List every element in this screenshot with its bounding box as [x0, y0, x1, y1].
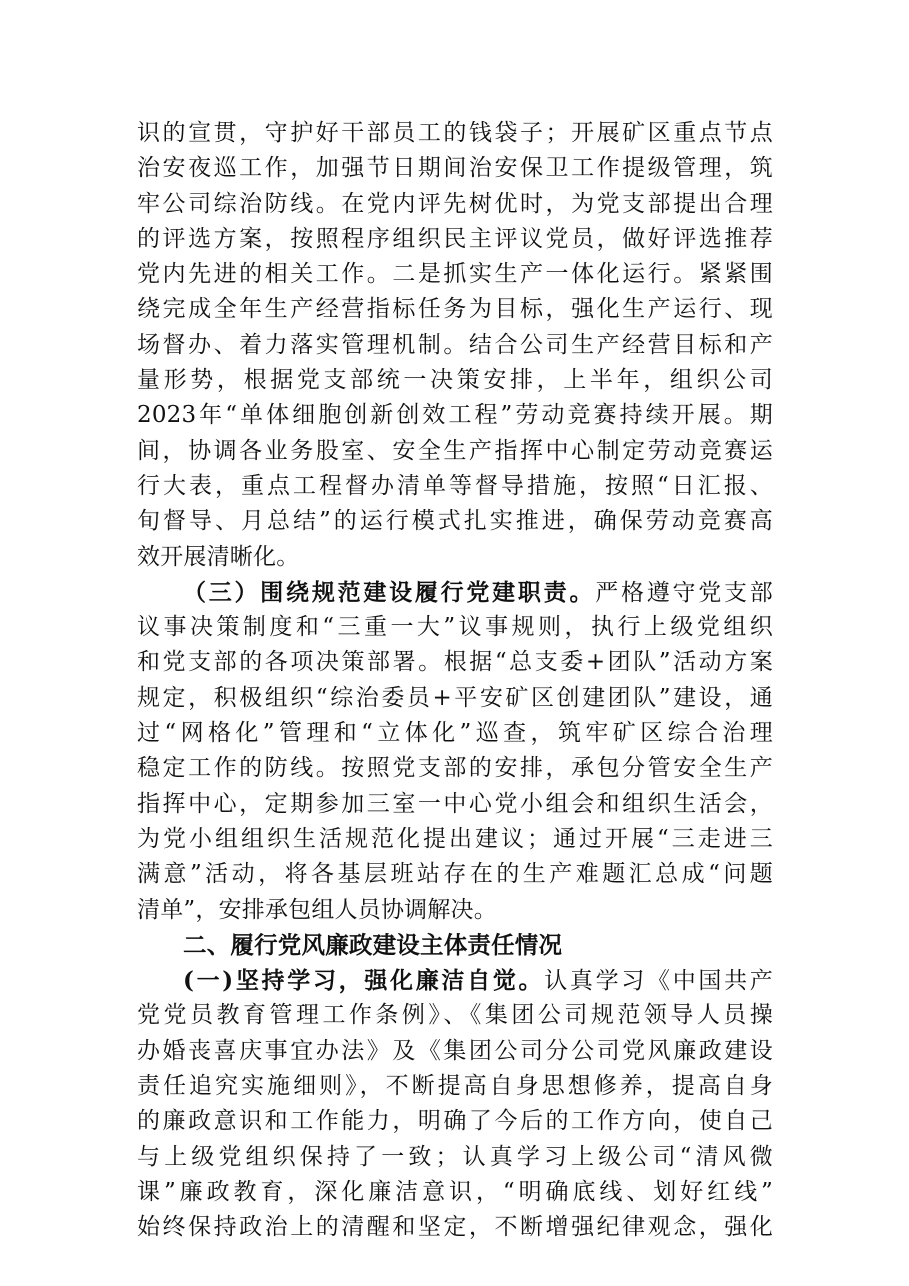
text-line: 绕完成全年生产经营指标任务为目标，强化生产运行、现: [137, 296, 773, 323]
text-line: 量形势，根据党支部统一决策安排，上半年，组织公司: [137, 367, 773, 394]
text-line-first: [137, 575, 773, 610]
text-line: 课”廉政教育，深化廉洁意识，“明确底线、划好红线”: [137, 1178, 773, 1205]
text-line: 始终保持政治上的清醒和坚定，不断增强纪律观念，强化: [137, 1214, 773, 1241]
text-line: 党党员教育管理工作条例》、《集团公司规范领导人员操: [137, 1002, 773, 1029]
text-line: 牢公司综治防线。在党内评先树优时，为党支部提出合理: [137, 190, 773, 217]
text-run: 严格遵守党支部: [595, 579, 773, 606]
text-line: 过“网格化”管理和“立体化”巡查，筑牢矿区综合治理: [137, 720, 773, 747]
paragraph-production: [137, 116, 773, 575]
text-line: 党内先进的相关工作。二是抓实生产一体化运行。紧紧围: [137, 261, 773, 288]
section-heading: [137, 928, 773, 963]
text-line: 和党支部的各项决策部署。根据“总支委+团队”活动方案: [137, 649, 773, 676]
text-line: 满意”活动，将各基层班站存在的生产难题汇总成“问题: [137, 861, 773, 888]
text-run: 认真学习《中国共产: [544, 968, 773, 995]
section-heading-text: 二、履行党风廉政建设主体责任情况: [183, 930, 563, 959]
text-line: 的廉政意识和工作能力，明确了今后的工作方向，使自己: [137, 1108, 773, 1135]
text-line: 旬督导、月总结”的运行模式扎实推进，确保劳动竞赛高: [137, 508, 773, 535]
text-line: 稳定工作的防线。按照党支部的安排，承包分管安全生产: [137, 755, 773, 782]
text-line: 清单”，安排承包组人员协调解决。: [137, 896, 497, 923]
text-line: 行大表，重点工程督办清单等督导措施，按照“日汇报、: [137, 472, 773, 499]
text-line: 责任追究实施细则》，不断提高自身思想修养，提高自身: [137, 1073, 773, 1100]
text-line: 治安夜巡工作，加强节日期间治安保卫工作提级管理，筑: [137, 155, 773, 182]
document-body: [137, 116, 773, 1246]
text-line: 2023年“单体细胞创新创效工程”劳动竞赛持续开展。期: [137, 402, 773, 429]
text-line-first: [137, 963, 773, 998]
text-line: 与上级党组织保持了一致；认真学习上级公司“清风微: [137, 1143, 773, 1170]
text-line: 间，协调各业务股室、安全生产指挥中心制定劳动竞赛运: [137, 437, 773, 464]
text-line: 规定，积极组织“综治委员+平安矿区创建团队”建设，通: [137, 684, 773, 711]
text-line: 效开展清晰化。: [137, 543, 300, 570]
subsection-lead: （三）围绕规范建设履行党建职责。: [183, 578, 596, 606]
paragraph-party-building: [137, 575, 773, 928]
paragraph-integrity: [137, 963, 773, 1245]
text-line: 办婚丧喜庆事宜办法》及《集团公司分公司党风廉政建设: [137, 1037, 773, 1064]
text-line: 议事决策制度和“三重一大”议事规则，执行上级党组织: [137, 614, 773, 641]
subsection-lead: (一)坚持学习，强化廉洁自觉。: [183, 967, 545, 995]
text-line: 识的宣贯，守护好干部员工的钱袋子；开展矿区重点节点: [137, 120, 773, 146]
text-line: 指挥中心，定期参加三室一中心党小组会和组织生活会，: [137, 790, 773, 817]
text-line: 为党小组组织生活规范化提出建议；通过开展“三走进三: [137, 825, 773, 852]
text-line: 场督办、着力落实管理机制。结合公司生产经营目标和产: [137, 331, 773, 358]
text-line: 的评选方案，按照程序组织民主评议党员，做好评选推荐: [137, 225, 773, 252]
